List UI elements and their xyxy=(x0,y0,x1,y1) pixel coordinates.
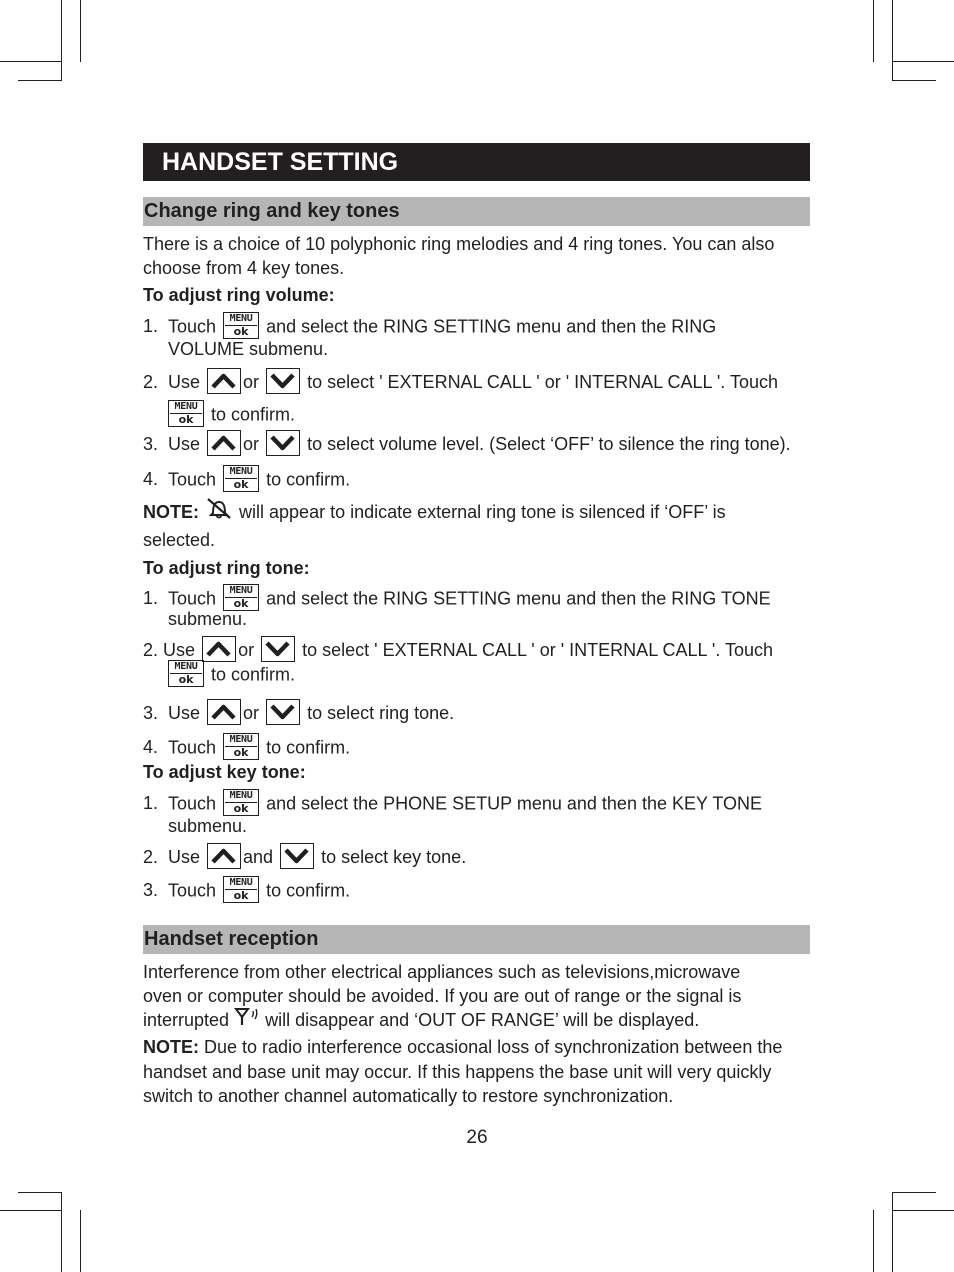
step-text: or xyxy=(243,434,260,454)
heading-key-tone: To adjust key tone: xyxy=(143,762,306,782)
key-menu-label: MENU xyxy=(229,734,253,745)
step-text: Use xyxy=(168,434,201,454)
step-text: to select ' EXTERNAL CALL ' or ' INTERNAL CALL '. Touch xyxy=(307,372,779,392)
key-menu-label: MENU xyxy=(229,877,253,888)
step-number: 3. xyxy=(143,703,159,723)
step-text: Touch xyxy=(168,737,217,758)
reception-paragraph xyxy=(143,960,810,1034)
step-number: 3. xyxy=(143,880,159,901)
down-arrow-key-icon xyxy=(266,699,300,725)
step-ring-tone-2 xyxy=(143,638,810,689)
page-number: 26 xyxy=(466,1127,488,1148)
section-title-ring-tones: Change ring and key tones xyxy=(143,197,810,226)
step-text: to confirm. xyxy=(266,469,351,490)
key-menu-label: MENU xyxy=(229,466,253,477)
step-ring-volume-1 xyxy=(143,314,810,361)
note-synchronization xyxy=(143,1035,810,1109)
step-ring-volume-3 xyxy=(143,432,810,458)
antenna-signal-icon xyxy=(234,1006,260,1032)
step-text: submenu. xyxy=(168,816,248,836)
step-number: 2. xyxy=(143,372,159,392)
step-text: and select the PHONE SETUP menu and then the KEY TONE xyxy=(266,793,763,814)
up-arrow-key-icon xyxy=(207,430,241,456)
step-text: and select the RING SETTING menu and then the RING TONE xyxy=(266,588,771,609)
step-number: 4. xyxy=(143,469,159,490)
paragraph-text: will disappear and ‘OUT OF RANGE’ will be displayed. xyxy=(265,1010,700,1030)
step-text: to select ring tone. xyxy=(307,703,455,723)
heading-ring-tone: To adjust ring tone: xyxy=(143,558,310,578)
menu-ok-key-icon xyxy=(168,660,204,687)
key-menu-label: MENU xyxy=(174,661,198,673)
section-title-handset-reception: Handset reception xyxy=(143,925,810,954)
step-text: Touch xyxy=(168,793,217,814)
step-key-tone-3 xyxy=(143,878,810,905)
step-number: 1. xyxy=(143,588,159,609)
step-ring-volume-2 xyxy=(143,370,810,429)
intro-line: choose from 4 key tones. xyxy=(143,258,345,278)
menu-ok-key-icon xyxy=(223,876,259,903)
step-key-tone-1 xyxy=(143,791,810,838)
key-ok-label: ok xyxy=(178,673,194,687)
paragraph-line: Interference from other electrical appliances such as televisions,microwave xyxy=(143,962,741,982)
step-number: 2. xyxy=(143,640,159,660)
step-key-tone-2 xyxy=(143,845,810,871)
step-text: to select volume level. (Select ‘OFF’ to silence the ring tone). xyxy=(307,434,791,454)
step-text: Touch xyxy=(168,880,217,901)
step-number: 4. xyxy=(143,737,159,758)
intro-paragraph xyxy=(143,232,810,280)
down-arrow-key-icon xyxy=(266,430,300,456)
key-ok-label: ok xyxy=(233,597,249,610)
note-line xyxy=(143,1035,810,1060)
step-text: Touch xyxy=(168,316,217,337)
step-text: to select ' EXTERNAL CALL ' or ' INTERNAL CALL '. Touch xyxy=(302,640,774,660)
step-number: 1. xyxy=(143,316,159,337)
step-text: Use xyxy=(168,703,201,723)
key-menu-label: MENU xyxy=(229,790,253,801)
intro-line: There is a choice of 10 polyphonic ring melodies and 4 ring tones. You can also xyxy=(143,234,775,254)
step-text: or xyxy=(238,640,255,660)
key-ok-label: ok xyxy=(233,746,249,759)
up-arrow-key-icon xyxy=(202,636,236,662)
step-ring-tone-1 xyxy=(143,586,810,631)
key-ok-label: ok xyxy=(233,478,249,491)
step-text: to confirm. xyxy=(266,737,351,758)
menu-ok-key-icon xyxy=(223,465,259,492)
key-ok-label: ok xyxy=(233,802,249,815)
step-text: or xyxy=(243,372,260,392)
page-title-banner: HANDSET SETTING xyxy=(143,143,810,181)
note-label: NOTE: xyxy=(143,501,199,522)
down-arrow-key-icon xyxy=(261,636,295,662)
note-text: will appear to indicate external ring tone is silenced if ‘OFF’ is xyxy=(239,501,726,522)
step-continuation xyxy=(143,662,810,689)
note-label: NOTE: xyxy=(143,1037,199,1057)
step-text: to confirm. xyxy=(211,664,296,685)
step-ring-tone-4 xyxy=(143,735,810,762)
note-ring-silenced xyxy=(143,498,810,528)
note-line: switch to another channel automatically to restore synchronization. xyxy=(143,1086,674,1106)
key-menu-label: MENU xyxy=(229,585,253,596)
paragraph-line xyxy=(143,1008,810,1034)
up-arrow-key-icon xyxy=(207,843,241,869)
key-menu-label: MENU xyxy=(174,401,198,413)
step-text: or xyxy=(243,703,260,723)
step-text: Use xyxy=(163,640,196,660)
menu-ok-key-icon xyxy=(223,584,259,611)
step-text: Touch xyxy=(168,469,217,490)
menu-ok-key-icon xyxy=(223,312,259,339)
step-text: submenu. xyxy=(168,609,248,629)
step-text: to confirm. xyxy=(266,880,351,901)
up-arrow-key-icon xyxy=(207,368,241,394)
step-text: Use xyxy=(168,847,201,867)
menu-ok-key-icon xyxy=(223,733,259,760)
bell-off-icon xyxy=(204,496,234,526)
step-text: Touch xyxy=(168,588,217,609)
key-ok-label: ok xyxy=(178,413,194,427)
step-text: VOLUME submenu. xyxy=(168,339,329,359)
heading-ring-volume: To adjust ring volume: xyxy=(143,285,335,305)
step-text: Use xyxy=(168,372,201,392)
step-number: 3. xyxy=(143,434,159,454)
note-text: Due to radio interference occasional loss of synchronization between the xyxy=(204,1037,783,1057)
step-ring-volume-4 xyxy=(143,467,810,494)
note-line: handset and base unit may occur. If this happens the base unit will very quickly xyxy=(143,1061,772,1082)
step-continuation xyxy=(143,402,810,429)
menu-ok-key-icon xyxy=(223,789,259,816)
key-ok-label: ok xyxy=(233,889,249,902)
key-ok-label: ok xyxy=(233,325,249,338)
note-text: selected. xyxy=(143,530,216,550)
step-number: 2. xyxy=(143,847,159,867)
down-arrow-key-icon xyxy=(266,368,300,394)
paragraph-line: oven or computer should be avoided. If you are out of range or the signal is xyxy=(143,986,742,1006)
key-menu-label: MENU xyxy=(229,313,253,324)
step-text: to select key tone. xyxy=(321,847,467,867)
up-arrow-key-icon xyxy=(207,699,241,725)
step-text: and xyxy=(243,847,274,867)
step-number: 1. xyxy=(143,793,159,814)
step-ring-tone-3 xyxy=(143,701,810,727)
menu-ok-key-icon xyxy=(168,400,204,427)
step-text: and select the RING SETTING menu and then the RING xyxy=(266,316,717,337)
down-arrow-key-icon xyxy=(280,843,314,869)
paragraph-text: interrupted xyxy=(143,1010,230,1030)
step-text: to confirm. xyxy=(211,404,296,425)
